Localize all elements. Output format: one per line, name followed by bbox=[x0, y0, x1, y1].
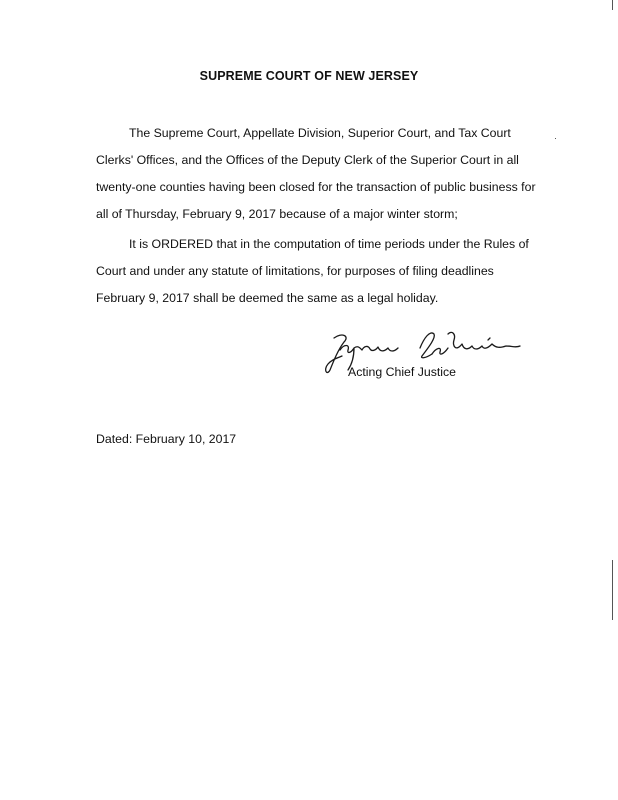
paragraph-line: The Supreme Court, Appellate Division, Superior Court, and Tax Court bbox=[129, 126, 511, 140]
paragraph-order bbox=[96, 231, 536, 312]
paragraph-line: Clerks' Offices, and the Offices of the Deputy Clerk of the Superior Court in all bbox=[96, 153, 519, 167]
paragraph-whereas bbox=[96, 120, 536, 228]
document-title: SUPREME COURT OF NEW JERSEY bbox=[199, 69, 419, 83]
scan-dot bbox=[555, 138, 556, 139]
paragraph-line: It is ORDERED that in the computation of time periods under the Rules of bbox=[129, 237, 529, 251]
paragraph-line: Court and under any statute of limitations, for purposes of filing deadlines bbox=[96, 264, 494, 278]
signer-title: Acting Chief Justice bbox=[348, 365, 456, 379]
scan-edge-mark bbox=[612, 560, 613, 620]
paragraph-line: twenty-one counties having been closed for the transaction of public business for bbox=[96, 180, 536, 194]
scan-edge-mark bbox=[612, 0, 613, 10]
paragraph-line: February 9, 2017 shall be deemed the same as a legal holiday. bbox=[96, 291, 439, 305]
date-line: Dated: February 10, 2017 bbox=[96, 432, 237, 446]
paragraph-line: all of Thursday, February 9, 2017 because of a major winter storm; bbox=[96, 207, 458, 221]
